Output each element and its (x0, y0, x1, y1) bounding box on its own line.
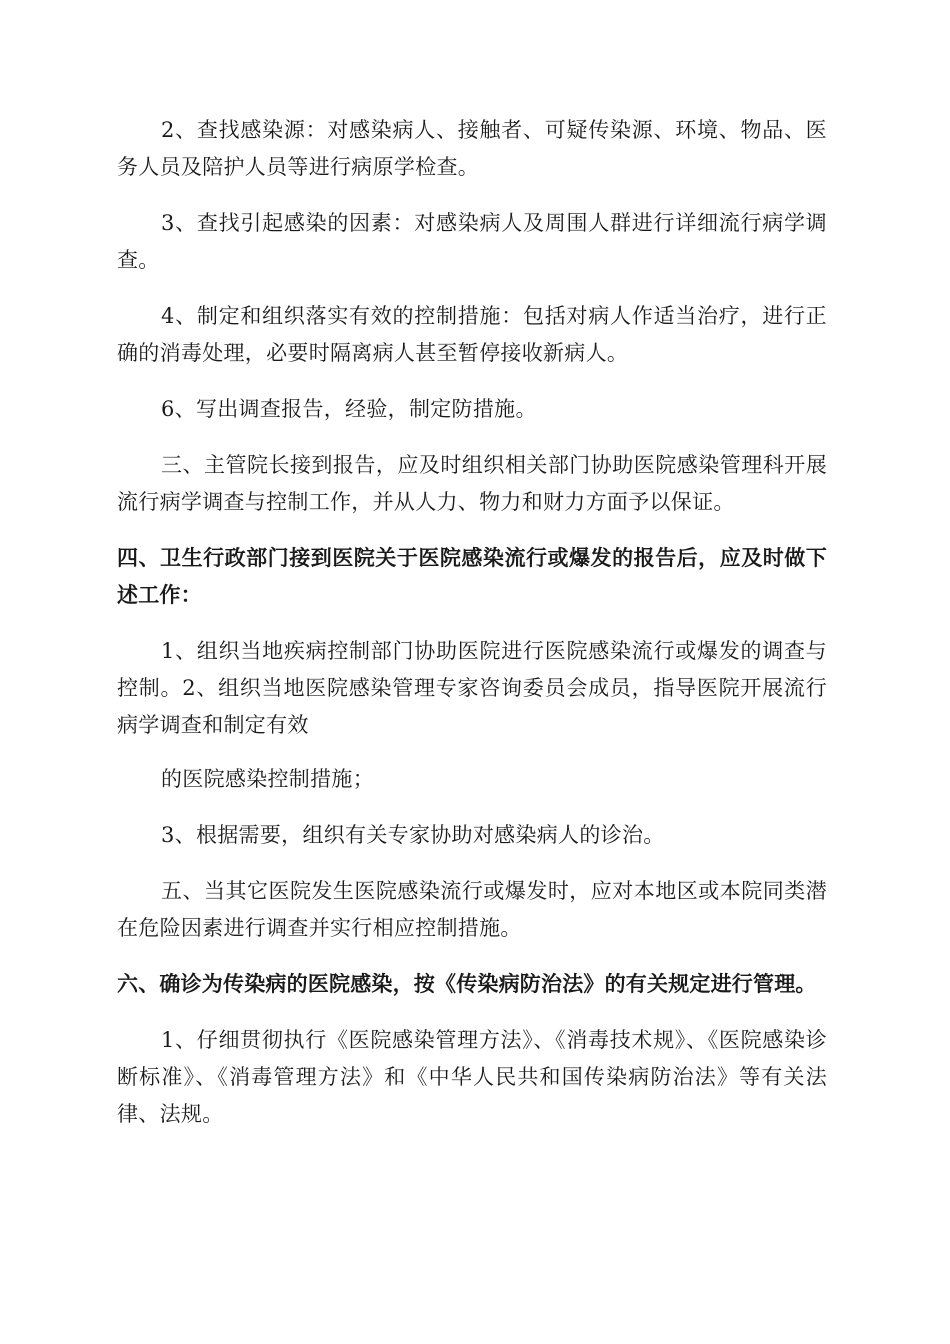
paragraph-control-continuation: 的医院感染控制措施； (161, 767, 374, 791)
heading-section-six: 六、确诊为传染病的医院感染，按《传染病防治法》的有关规定进行管理。 (117, 972, 817, 996)
paragraph-control-measures: 4、制定和组织落实有效的控制措施：包括对病人作适当治疗，进行正确的消毒处理，必要时隔离病人甚至暂停接收新病人。 (117, 304, 827, 365)
document-page (117, 112, 827, 1152)
paragraph-expert-treatment: 3、根据需要，组织有关专家协助对感染病人的诊治。 (161, 823, 665, 847)
paragraph-find-factors: 3、查找引起感染的因素：对感染病人及周围人群进行详细流行病学调查。 (117, 211, 827, 272)
heading-section-four: 四、卫生行政部门接到医院关于医院感染流行或爆发的报告后，应及时做下述工作： (117, 546, 827, 607)
paragraph-organize-control: 1、组织当地疾病控制部门协助医院进行医院感染流行或爆发的调查与控制。2、组织当地医院感染管理专家咨询委员会成员，指导医院开展流行病学调查和制定有效 (117, 639, 827, 737)
paragraph-section-five: 五、当其它医院发生医院感染流行或爆发时，应对本地区或本院同类潜在危险因素进行调查并实行相应控制措施。 (117, 879, 827, 940)
paragraph-section-three: 三、主管院长接到报告，应及时组织相关部门协助医院感染管理科开展流行病学调查与控制工作，并从人力、物力和财力方面予以保证。 (117, 453, 827, 514)
paragraph-write-report: 6、写出调查报告，经验，制定防措施。 (161, 397, 537, 421)
paragraph-implement-laws: 1、仔细贯彻执行《医院感染管理方法》、《消毒技术规》、《医院感染诊断标准》、《消毒管理方法》和《中华人民共和国传染病防治法》等有关法律、法规。 (117, 1028, 827, 1126)
paragraph-find-source: 2、查找感染源：对感染病人、接触者、可疑传染源、环境、物品、医务人员及陪护人员等进行病原学检查。 (117, 118, 827, 179)
